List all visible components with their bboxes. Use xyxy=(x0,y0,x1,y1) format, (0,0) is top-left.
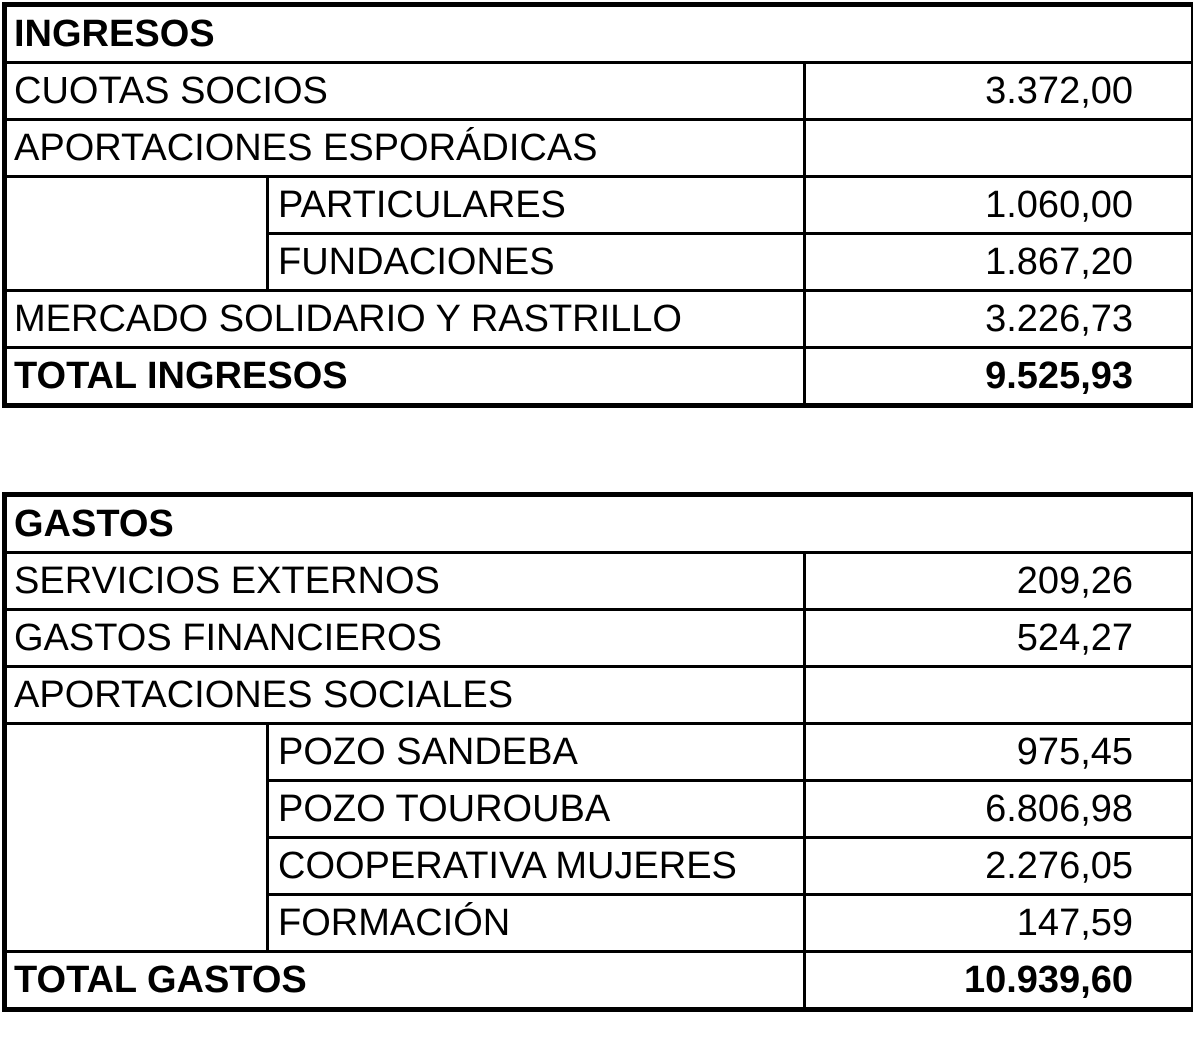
fundaciones-label: FUNDACIONES xyxy=(268,234,805,291)
mercado-solidario-label: MERCADO SOLIDARIO Y RASTRILLO xyxy=(5,291,805,348)
indent-cell xyxy=(5,724,268,952)
table-row xyxy=(5,120,1193,177)
pozo-sandeba-label: POZO SANDEBA xyxy=(268,724,805,781)
table-row xyxy=(5,667,1193,724)
aportaciones-esporadicas-label: APORTACIONES ESPORÁDICAS xyxy=(5,120,805,177)
table-row xyxy=(5,177,1193,234)
table-row xyxy=(5,291,1193,348)
servicios-externos-label: SERVICIOS EXTERNOS xyxy=(5,553,805,610)
pozo-sandeba-value: 975,45 xyxy=(805,724,1193,781)
total-gastos-value: 10.939,60 xyxy=(805,952,1193,1010)
gastos-table xyxy=(2,492,1193,1012)
table-row xyxy=(5,63,1193,120)
indent-cell xyxy=(5,177,268,291)
table-row xyxy=(5,495,1193,553)
pozo-tourouba-label: POZO TOUROUBA xyxy=(268,781,805,838)
cuotas-socios-label: CUOTAS SOCIOS xyxy=(5,63,805,120)
servicios-externos-value: 209,26 xyxy=(805,553,1193,610)
cooperativa-mujeres-label: COOPERATIVA MUJERES xyxy=(268,838,805,895)
cooperativa-mujeres-value: 2.276,05 xyxy=(805,838,1193,895)
formacion-label: FORMACIÓN xyxy=(268,895,805,952)
aportaciones-sociales-label: APORTACIONES SOCIALES xyxy=(5,667,805,724)
total-ingresos-value: 9.525,93 xyxy=(805,348,1193,406)
aportaciones-esporadicas-value xyxy=(805,120,1193,177)
ingresos-title: INGRESOS xyxy=(5,5,1193,63)
pozo-tourouba-value: 6.806,98 xyxy=(805,781,1193,838)
cuotas-socios-value: 3.372,00 xyxy=(805,63,1193,120)
fundaciones-value: 1.867,20 xyxy=(805,234,1193,291)
gastos-title: GASTOS xyxy=(5,495,1193,553)
total-ingresos-label: TOTAL INGRESOS xyxy=(5,348,805,406)
table-row xyxy=(5,5,1193,63)
particulares-label: PARTICULARES xyxy=(268,177,805,234)
table-row xyxy=(5,610,1193,667)
table-row xyxy=(5,724,1193,781)
formacion-value: 147,59 xyxy=(805,895,1193,952)
particulares-value: 1.060,00 xyxy=(805,177,1193,234)
table-row xyxy=(5,553,1193,610)
mercado-solidario-value: 3.226,73 xyxy=(805,291,1193,348)
gastos-financieros-label: GASTOS FINANCIEROS xyxy=(5,610,805,667)
gastos-financieros-value: 524,27 xyxy=(805,610,1193,667)
table-row xyxy=(5,952,1193,1010)
table-row xyxy=(5,348,1193,406)
ingresos-table xyxy=(2,2,1193,408)
aportaciones-sociales-value xyxy=(805,667,1193,724)
total-gastos-label: TOTAL GASTOS xyxy=(5,952,805,1010)
